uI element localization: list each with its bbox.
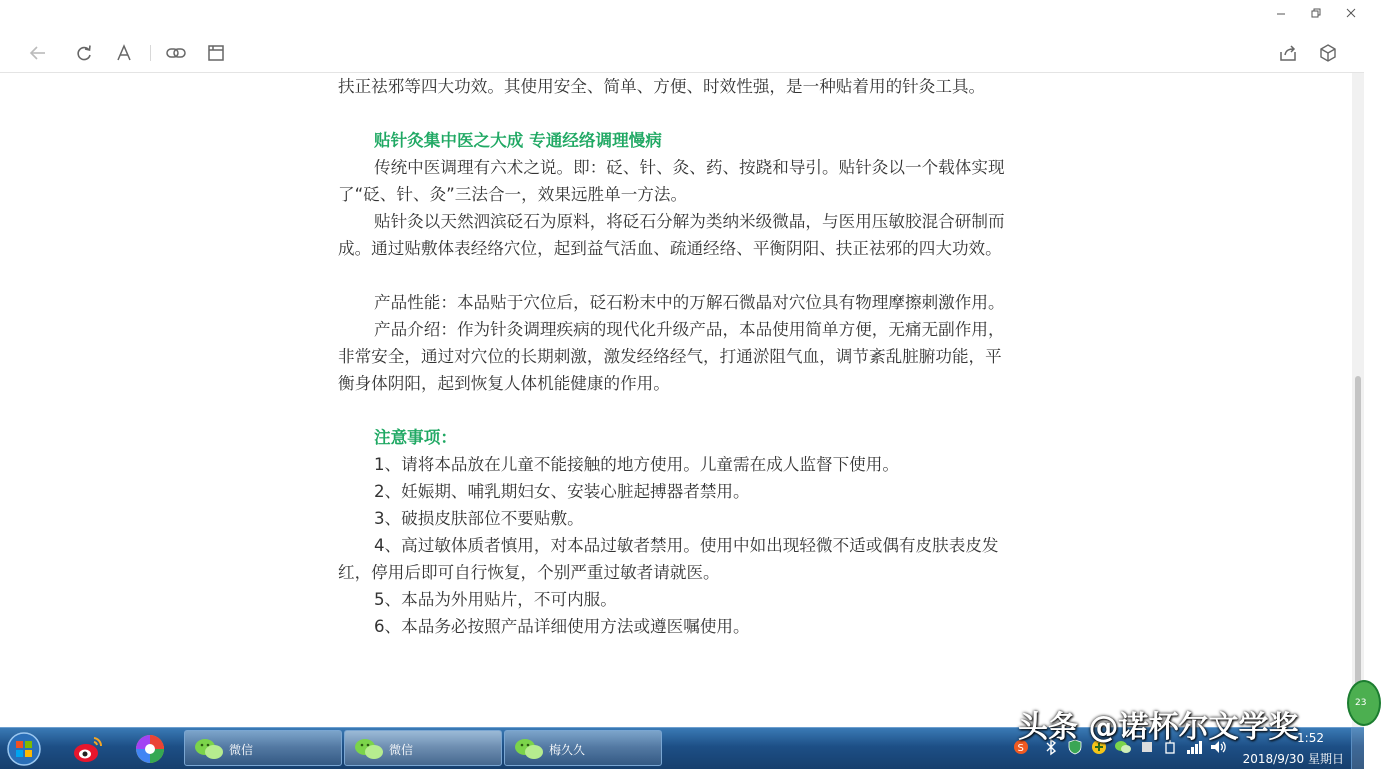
taskbar-item-wechat-2[interactable] <box>344 730 502 766</box>
floating-badge[interactable]: 23 <box>1347 680 1381 726</box>
clock-time[interactable]: 1:52 <box>1297 731 1324 745</box>
close-button[interactable] <box>1338 3 1364 23</box>
toolbar-divider <box>150 45 151 61</box>
close-icon <box>1346 8 1356 18</box>
wechat-icon <box>353 737 385 761</box>
link-icon <box>166 44 186 62</box>
window-button[interactable] <box>204 41 228 65</box>
cube-button[interactable] <box>1316 41 1340 65</box>
restore-button[interactable] <box>1303 3 1329 23</box>
wechat-icon <box>513 737 545 761</box>
weibo-icon <box>72 734 104 764</box>
list-item: 2、妊娠期、哺乳期妇女、安装心脏起搏器者禁用。 <box>374 482 750 501</box>
wechat-icon <box>193 737 225 761</box>
watermark: 头条 @诺杯尔文学奖 <box>1018 710 1299 745</box>
taskbar-item-wechat-1[interactable] <box>184 730 342 766</box>
minimize-icon <box>1276 8 1286 18</box>
taskbar-item-label: 梅久久 <box>549 743 586 757</box>
link-button[interactable] <box>164 41 188 65</box>
share-icon <box>1279 44 1297 62</box>
list-item: 3、破损皮肤部位不要贴敷。 <box>374 509 584 528</box>
show-desktop-button[interactable] <box>1351 728 1364 769</box>
font-button[interactable] <box>112 41 136 65</box>
list-item: 5、本品为外用贴片，不可内服。 <box>374 590 617 609</box>
cube-icon <box>1319 44 1337 62</box>
windows-logo-icon <box>4 730 44 768</box>
clock-date[interactable]: 2018/9/30 星期日 <box>1242 752 1344 766</box>
window-icon <box>207 44 225 62</box>
refresh-icon <box>75 44 93 62</box>
minimize-button[interactable] <box>1268 3 1294 23</box>
section-heading: 贴针灸集中医之大成 专通经络调理慢病 <box>374 131 662 150</box>
colorful-app-icon <box>134 733 166 765</box>
weibo-pinned[interactable] <box>70 731 106 767</box>
list-item: 1、请将本品放在儿童不能接触的地方使用。儿童需在成人监督下使用。 <box>374 455 899 474</box>
back-button[interactable] <box>26 41 50 65</box>
start-button[interactable] <box>4 730 44 768</box>
taskbar-item-label: 微信 <box>389 743 414 757</box>
article-body <box>338 73 1018 640</box>
list-item: 4、高过敏体质者慎用，对本品过敏者禁用。使用中如出现轻微不适或偶有皮肤表皮发红，停用后即可自行恢复，个别严重过敏者请就医。 <box>338 536 999 582</box>
vertical-scrollbar[interactable] <box>1352 73 1364 727</box>
paragraph: 扶正祛邪等四大功效。其使用安全、简单、方便、时效性强，是一种贴着用的针灸工具。 <box>338 77 986 96</box>
font-size-icon <box>115 44 133 62</box>
paragraph: 产品介绍：作为针灸调理疾病的现代化升级产品，本品使用简单方便，无痛无副作用，非常安全，通过对穴位的长期刺激，激发经络经气，打通淤阻气血，调节紊乱脏腑功能，平衡身体阴阳，起到恢复人体机能健康的作用。 <box>338 320 1005 393</box>
restore-icon <box>1311 8 1321 18</box>
refresh-button[interactable] <box>72 41 96 65</box>
taskbar-item-meijiujiu[interactable] <box>504 730 662 766</box>
share-button[interactable] <box>1276 41 1300 65</box>
list-item: 6、本品务必按照产品详细使用方法或遵医嘱使用。 <box>374 617 750 636</box>
article-viewport[interactable] <box>0 73 1352 727</box>
section-heading: 注意事项： <box>374 428 457 447</box>
chrome-pinned[interactable] <box>132 731 168 767</box>
svg-text:S: S <box>1017 743 1024 754</box>
paragraph: 产品性能：本品贴于穴位后，砭石粉末中的万解石微晶对穴位具有物理摩擦刺激作用。 <box>374 293 1005 312</box>
arrow-left-icon <box>29 44 47 62</box>
browser-toolbar <box>0 0 1364 73</box>
paragraph: 贴针灸以天然泗滨砭石为原料，将砭石分解为类纳米级微晶，与医用压敏胶混合研制而成。通过贴敷体表经络穴位，起到益气活血、疏通经络、平衡阴阳、扶正祛邪的四大功效。 <box>338 212 1005 258</box>
taskbar-item-label: 微信 <box>229 743 254 757</box>
scrollbar-thumb[interactable] <box>1355 376 1361 706</box>
paragraph: 传统中医调理有六术之说。即：砭、针、灸、药、按跷和导引。贴针灸以一个载体实现了“砭、针、灸”三法合一，效果远胜单一方法。 <box>338 158 1005 204</box>
